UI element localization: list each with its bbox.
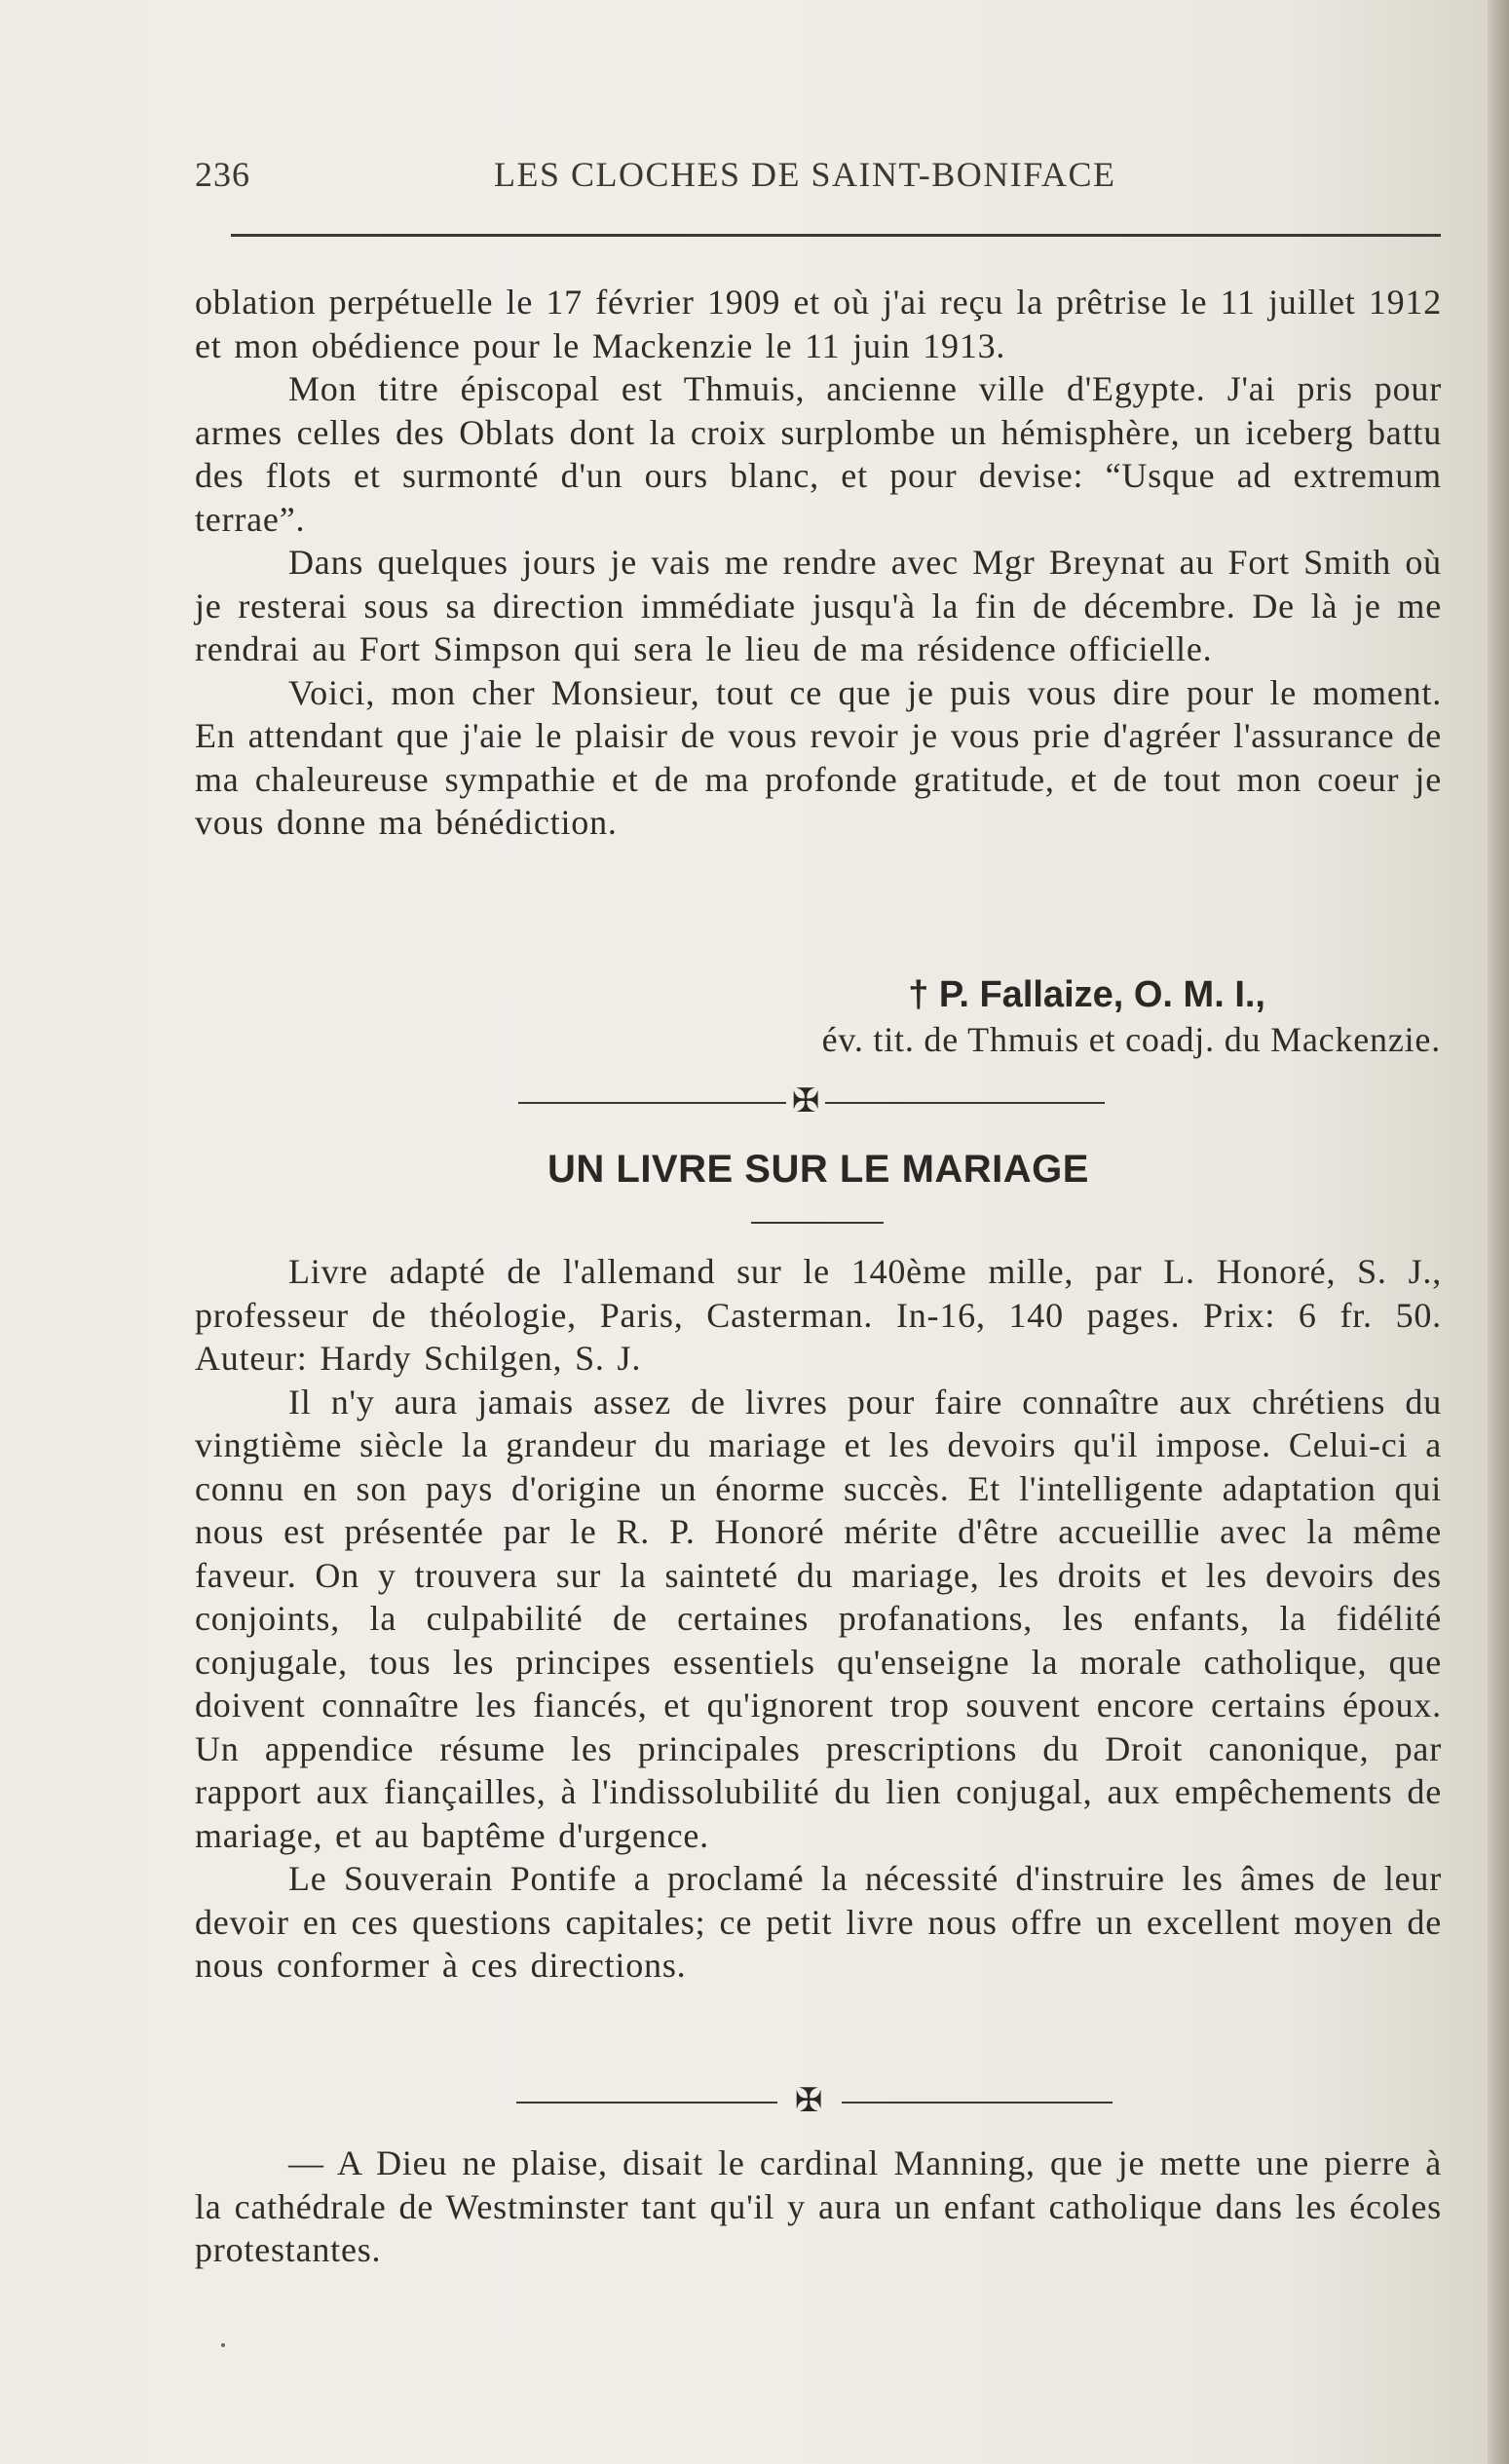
book-spine-edge — [1488, 0, 1509, 2464]
cross-ornament: ✠ — [791, 1081, 820, 1120]
quote-divider-left — [516, 2102, 777, 2104]
letter-paragraph: Dans quelques jours je vais me rendre avec Mgr Breynat au Fort Smith où je resterai sous sa direction immédiate jusqu'à la fin de décembre. De là je me rendrai au Fort Simpson qui sera le lieu de ma résidence officielle. — [195, 543, 1442, 668]
section-divider-left — [518, 1102, 786, 1104]
signature-title: év. tit. de Thmuis et coadj. du Mackenzie. — [821, 1020, 1441, 1059]
signature: † P. Fallaize, O. M. I., — [908, 974, 1265, 1015]
quote-paragraph: — A Dieu ne plaise, disait le cardinal Manning, que je mette une pierre à la cathédrale de Westminster tant qu'il y aura un enfant catholique dans les écoles protestantes. — [195, 2143, 1442, 2269]
page-header — [195, 154, 1442, 203]
quote-divider-right — [842, 2102, 1113, 2104]
letter-paragraph: oblation perpétuelle le 17 février 1909 et où j'ai reçu la prêtrise le 11 juillet 1912 et mon obédience pour le Mackenzie le 11 juin 1913. — [195, 283, 1442, 365]
article-paragraph: Le Souverain Pontife a proclamé la nécessité d'instruire les âmes de leur devoir en ces questions capitales; ce petit livre nous offre un excellent moyen de nous conformer à ces directions. — [195, 1859, 1442, 1985]
letter-body — [195, 281, 1442, 845]
header-rule — [231, 234, 1441, 237]
title-underline — [751, 1222, 884, 1224]
letter-paragraph: Mon titre épiscopal est Thmuis, ancienne ville d'Egypte. J'ai pris pour armes celles des Oblats dont la croix surplombe un hémisphère, un iceberg battu des flots et surmonté d'un ours blanc, et pour devise: “Usque ad extremum terrae”. — [195, 369, 1442, 539]
article-body — [195, 1250, 1442, 1988]
quote-body — [195, 2142, 1442, 2272]
section-divider-right — [825, 1102, 1105, 1104]
page-number: 236 — [195, 155, 250, 194]
running-title: LES CLOCHES DE SAINT-BONIFACE — [494, 155, 1116, 194]
article-paragraph: Livre adapté de l'allemand sur le 140ème mille, par L. Honoré, S. J., professeur de théologie, Paris, Casterman. In-16, 140 pages. Prix: 6 fr. 50. Auteur: Hardy Schilgen, S. J. — [195, 1252, 1442, 1378]
article-title: UN LIVRE SUR LE MARIAGE — [547, 1148, 1089, 1191]
letter-paragraph: Voici, mon cher Monsieur, tout ce que je puis vous dire pour le moment. En attendant que j'aie le plaisir de vous revoir je vous prie d'agréer l'assurance de ma chaleureuse sympathie et de ma profonde gratitude, et de tout mon coeur je vous donne ma bénédiction. — [195, 672, 1442, 842]
maltese-cross-ornament: ✠ — [794, 2081, 823, 2120]
speck-mark — [221, 2343, 225, 2347]
article-paragraph: Il n'y aura jamais assez de livres pour faire connaître aux chrétiens du vingtième siècle la grandeur du mariage et les devoirs qu'il impose. Celui-ci a connu en son pays d'origine un énorme succès. Et l'intelligente adaptation qui nous est présentée par le R. P. Honoré mérite d'être accueillie avec la même faveur. On y trouvera sur la sainteté du mariage, les droits et les devoirs des conjoints, la culpabilité de certaines profanations, les enfants, la fidélité conjugale, tous les principes essentiels qu'enseigne la morale catholique, que doivent connaître les fiancés, et qu'ignorent trop souvent encore certains époux. Un appendice résume les principales prescriptions du Droit canonique, par rapport aux fiançailles, à l'indissolubilité du lien conjugal, aux empêchements de mariage, et au baptême d'urgence. — [195, 1382, 1442, 1855]
